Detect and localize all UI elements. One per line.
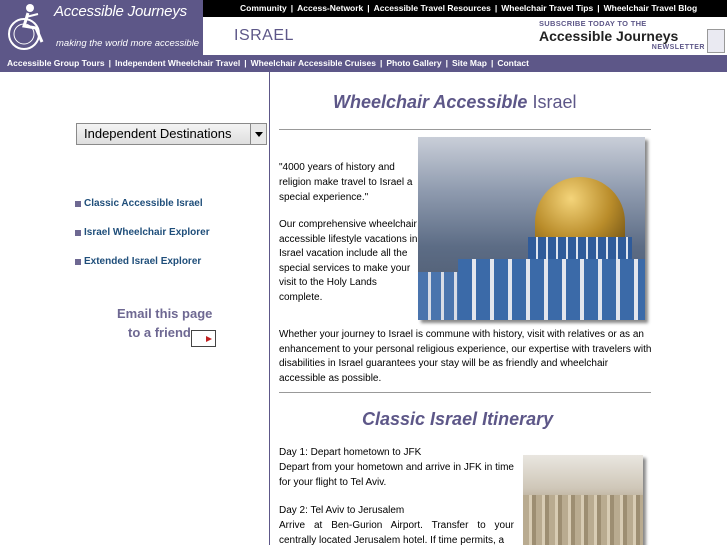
jerusalem-city-photo bbox=[523, 455, 643, 545]
bullet-icon bbox=[75, 259, 81, 265]
newsletter-subscribe: SUBSCRIBE TODAY TO THE bbox=[539, 19, 647, 28]
main-content bbox=[270, 72, 727, 545]
sidebar-link-extended-explorer[interactable]: Extended Israel Explorer bbox=[75, 247, 210, 276]
newsletter-word: NEWSLETTER bbox=[651, 44, 705, 51]
bullet-icon bbox=[75, 230, 81, 236]
section-divider bbox=[279, 392, 651, 393]
itinerary-day-2: Day 2: Tel Aviv to Jerusalem Arrive at Ben-Gurion Airport. Transfer to your centrally located Jerusalem hotel. If time permits, a bbox=[279, 505, 514, 545]
nav-site-map[interactable]: Site Map bbox=[451, 58, 487, 68]
nav-accessible-cruises[interactable]: Wheelchair Accessible Cruises bbox=[250, 58, 376, 68]
nav-independent-travel[interactable]: Independent Wheelchair Travel bbox=[115, 58, 241, 68]
brand-name: Accessible Journeys bbox=[54, 3, 187, 20]
wheelchair-logo-icon bbox=[4, 2, 52, 52]
dome-of-the-rock-photo bbox=[418, 137, 645, 320]
sidebar-links bbox=[75, 189, 210, 276]
newsletter-envelope-icon bbox=[707, 29, 725, 53]
destination-select[interactable] bbox=[76, 123, 267, 145]
intro-quote: "4000 years of history and religion make travel to Israel a special experience." bbox=[279, 162, 413, 203]
description-paragraph: Whether your journey to Israel is commune with history, visit with relatives or as an enhancement to your personal religious experience, our expertise with travelers with disabilities in Israel guarantees your stay will be as friendly and wheelchair accessible as possible. bbox=[279, 329, 652, 384]
itinerary-day-1: Day 1: Depart hometown to JFK Depart from your hometown and arrive in JFK in time for your flight to Tel Aviv. bbox=[279, 447, 514, 488]
itinerary-text bbox=[279, 445, 514, 545]
page-country: ISRAEL bbox=[234, 27, 294, 44]
top-link-travel-blog[interactable]: Wheelchair Travel Blog bbox=[603, 3, 698, 13]
site-logo[interactable] bbox=[0, 0, 203, 55]
top-link-community[interactable]: Community bbox=[240, 3, 287, 13]
email-envelope-icon[interactable] bbox=[191, 330, 216, 347]
newsletter-banner[interactable] bbox=[539, 19, 725, 54]
chevron-down-icon[interactable] bbox=[250, 124, 266, 144]
sidebar bbox=[0, 72, 269, 545]
main-nav: Accessible Group Tours | Independent Wheelchair Travel | Wheelchair Accessible Cruises | Photo Gallery | Site Map | Contact bbox=[0, 55, 727, 72]
email-line-1: Email this page bbox=[117, 306, 213, 321]
nav-contact[interactable]: Contact bbox=[497, 58, 529, 68]
newsletter-brand: Accessible Journeys bbox=[539, 28, 679, 44]
sidebar-link-classic-israel[interactable]: Classic Accessible Israel bbox=[75, 189, 210, 218]
email-line-2: to a friend bbox=[128, 325, 191, 340]
title-divider bbox=[279, 129, 651, 130]
intro-paragraph: Our comprehensive wheelchair accessible lifestyle vacations in Israel vacation include all the special services to make your visit to the Holy Lands complete. bbox=[279, 219, 418, 303]
header-subbar bbox=[203, 17, 727, 55]
sidebar-link-wheelchair-explorer[interactable]: Israel Wheelchair Explorer bbox=[75, 218, 210, 247]
top-nav: Community | Access-Network | Accessible Travel Resources | Wheelchair Travel Tips | Wheelchair Travel Blog bbox=[203, 0, 727, 17]
brand-tagline: making the world more accessible bbox=[56, 38, 200, 49]
top-link-access-network[interactable]: Access-Network bbox=[297, 3, 364, 13]
itinerary-title: Classic Israel Itinerary bbox=[362, 409, 554, 429]
nav-group-tours[interactable]: Accessible Group Tours bbox=[7, 58, 105, 68]
nav-photo-gallery[interactable]: Photo Gallery bbox=[386, 58, 442, 68]
site-header bbox=[0, 0, 727, 55]
top-link-travel-tips[interactable]: Wheelchair Travel Tips bbox=[501, 3, 594, 13]
page-title: Wheelchair Accessible Israel bbox=[333, 92, 577, 112]
destination-select-value: Independent Destinations bbox=[84, 126, 232, 141]
bullet-icon bbox=[75, 201, 81, 207]
top-link-travel-resources[interactable]: Accessible Travel Resources bbox=[373, 3, 491, 13]
